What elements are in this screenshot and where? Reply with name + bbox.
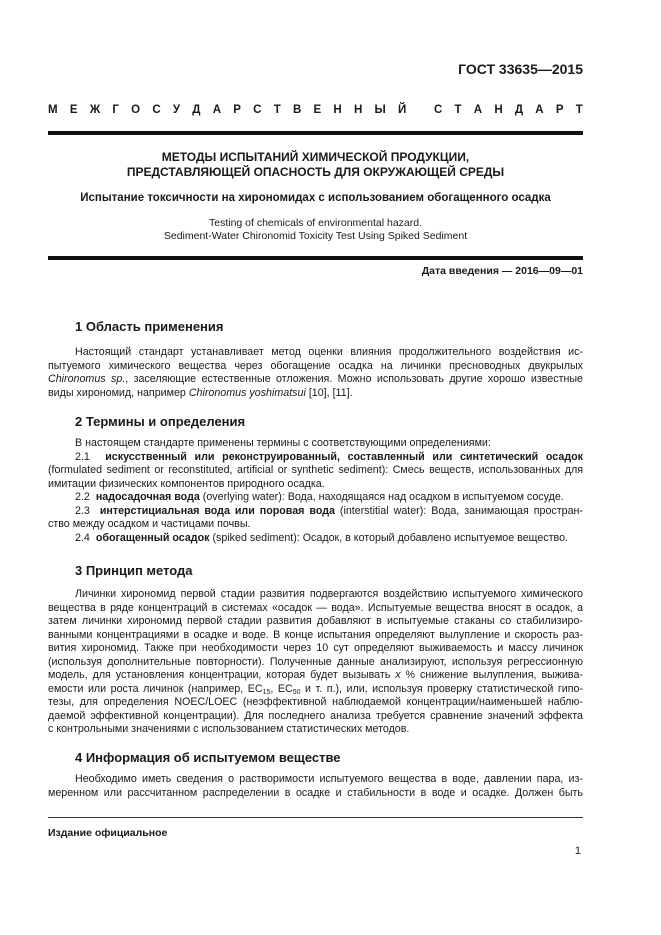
heading-letter: Т: [454, 104, 462, 116]
text-line: даемой эффективной концентрации). Для последнего анализа требуется сравнение значений эффекта: [48, 709, 583, 722]
text-line: (formulated sediment or reconstituted, artificial or synthetic sediment): Смесь веществ, использованных для: [48, 464, 583, 476]
heading-letter: Ж: [89, 104, 101, 116]
text-line: с контрольными значениями с использованием статистических методов.: [48, 723, 410, 735]
title-line-1: МЕТОДЫ ИСПЫТАНИЙ ХИМИЧЕСКОЙ ПРОДУКЦИИ,: [161, 150, 470, 164]
heading-letter: С: [433, 104, 443, 116]
text-line: имитации физических компонентов природного осадка.: [48, 477, 325, 490]
text-line: (overlying water): Вода, находящаяся над осадком в испытуемом сосуде.: [199, 491, 564, 503]
text-line: затем личинки хирономид первой стадии развития добавляют в испытуемые стаканы со стабилизиро-: [48, 615, 583, 627]
term-number: 2.3: [75, 504, 90, 517]
section-1-heading: 1 Область применения: [75, 319, 224, 334]
text-line: (используя дополнительные повторности). Полученные данные анализируют, используя регрессионную: [48, 655, 583, 668]
heading-gap: [419, 104, 422, 116]
reference-links: [10], [11].: [305, 386, 353, 399]
section-4-heading: 4 Информация об испытуемом веществе: [75, 750, 341, 765]
section-1-text: [48, 346, 583, 400]
document-title: [48, 150, 583, 180]
top-rule: [48, 131, 583, 135]
heading-letter: Н: [494, 104, 503, 116]
text-line: ство между осадком и частицами почвы.: [48, 518, 251, 530]
section-3-heading: 3 Принцип метода: [75, 563, 193, 578]
term-number: 2.4: [75, 531, 90, 544]
heading-letter: А: [473, 104, 483, 116]
heading-letter: Г: [112, 104, 119, 116]
term: надосадочная вода: [95, 491, 200, 503]
heading-letter: Д: [192, 104, 201, 116]
text-line: виды хирономид, например: [48, 386, 189, 399]
text-line: (spiked sediment): Осадок, в который добавлено испытуемое вещество.: [209, 531, 568, 544]
text-line: % снижение вылупления, выжива-: [400, 669, 583, 681]
text-line: вещества в ряде концентраций в системах «осадок — вода». Испытуемые вещества вносят в осадок, а: [48, 601, 583, 614]
heading-letter: А: [535, 104, 544, 116]
text-line: В настоящем стандарте применены термины с соответствующими определениями:: [75, 437, 491, 449]
heading-letter: А: [212, 104, 222, 116]
heading-letter: М: [48, 104, 58, 116]
document-subtitle: Испытание токсичности на хирономидах с использованием обогащенного осадка: [80, 192, 551, 204]
heading-letter: Н: [333, 104, 342, 116]
text-line: Необходимо иметь сведения о растворимости испытуемого вещества в воде, давлении пара, из-: [75, 773, 583, 785]
page-number: 1: [574, 845, 581, 857]
section-2-text: [48, 437, 583, 545]
effective-date: Дата введения — 2016—09—01: [421, 265, 583, 277]
english-title-line-1: Testing of chemicals of environmental hazard.: [208, 217, 423, 229]
subscript: 50: [292, 688, 301, 696]
english-title-line-2: Sediment-Water Chironomid Toxicity Test Using Spiked Sediment: [163, 230, 468, 242]
standard-code: ГОСТ 33635—2015: [458, 61, 583, 77]
footer-rule: [48, 817, 583, 818]
term: обогащенный осадок: [95, 531, 210, 544]
heading-letter: С: [152, 104, 161, 116]
heading-letter: Й: [398, 104, 407, 116]
text-line: и т. п.), или, используя проверку статистической гипо-: [300, 682, 584, 695]
text-line: пытуемого химического вещества через обогащение осадка на личинки пресноводных двукрылых: [48, 359, 583, 372]
section-2-heading: 2 Термины и определения: [75, 414, 246, 429]
term-number: 2.1: [75, 450, 90, 463]
heading-letter: Е: [313, 104, 322, 116]
heading-letter: Т: [575, 104, 583, 116]
heading-letter: Т: [273, 104, 281, 116]
text-line: (interstitial water): Вода, занимающая простран-: [334, 504, 583, 517]
section-3-text: [48, 588, 583, 737]
heading-letter: Д: [514, 104, 524, 116]
title-line-2: ПРЕДСТАВЛЯЮЩЕЙ ОПАСНОСТЬ ДЛЯ ОКРУЖАЮЩЕЙ СРЕДЫ: [126, 165, 505, 179]
heading-letter: Ы: [374, 104, 386, 116]
heading-letter: Н: [353, 104, 363, 116]
heading-letter: В: [292, 104, 302, 116]
text-line: меренном или рассчитанном распределении в осадке и стабильности в воде и осадке. Должен быть: [48, 786, 583, 799]
species-name: Chironomus yoshimatsui: [188, 386, 306, 399]
term: искусственный или реконструированный, составленный или синтетический осадок: [105, 450, 583, 463]
heading-letter: Р: [233, 104, 241, 116]
text-line: , EC: [270, 682, 293, 695]
text-line: , заселяющие естественные отложения. Можно использовать другие хорошо известные: [125, 373, 583, 385]
edition-note: Издание официальное: [48, 827, 168, 839]
heading-letter: С: [253, 104, 262, 116]
term-number: 2.2: [75, 491, 90, 503]
text-line: модель, для установления концентрации, которая будет вызывать: [48, 669, 396, 681]
heading-letter: Р: [555, 104, 564, 116]
text-line: ванными концентрациями в осадке и воде. В конце испытания определяют вылупление и скорость раз-: [48, 628, 583, 641]
heading-letter: Е: [69, 104, 78, 116]
heading-letter: У: [172, 104, 181, 116]
text-line: тезы, для определения NOEC/LOEC (неэффективной наблюдаемой концентрации/наименьшей наблю-: [48, 696, 583, 708]
variable-x: x: [395, 669, 401, 681]
term: интерстициальная вода или поровая вода: [99, 504, 335, 517]
text-line: вития хирономид. Также при необходимости через 10 сут определяют выживаемость и массу личинок: [48, 642, 583, 654]
text-line: Личинки хирономид первой стадии развития подвергаются воздействию испытуемого химического: [75, 588, 583, 600]
standard-type-heading: [48, 104, 583, 116]
title-rule: [48, 256, 583, 260]
section-4-text: [48, 773, 583, 800]
english-title: [48, 217, 583, 243]
species-name: Chironomus sp.: [48, 373, 126, 385]
subscript: 15: [262, 688, 271, 696]
text-line: емости или роста личинок (например, EC: [48, 682, 263, 695]
text-line: Настоящий стандарт устанавливает метод оценки влияния продолжительного воздействия ис-: [75, 346, 583, 358]
heading-letter: О: [131, 104, 141, 116]
